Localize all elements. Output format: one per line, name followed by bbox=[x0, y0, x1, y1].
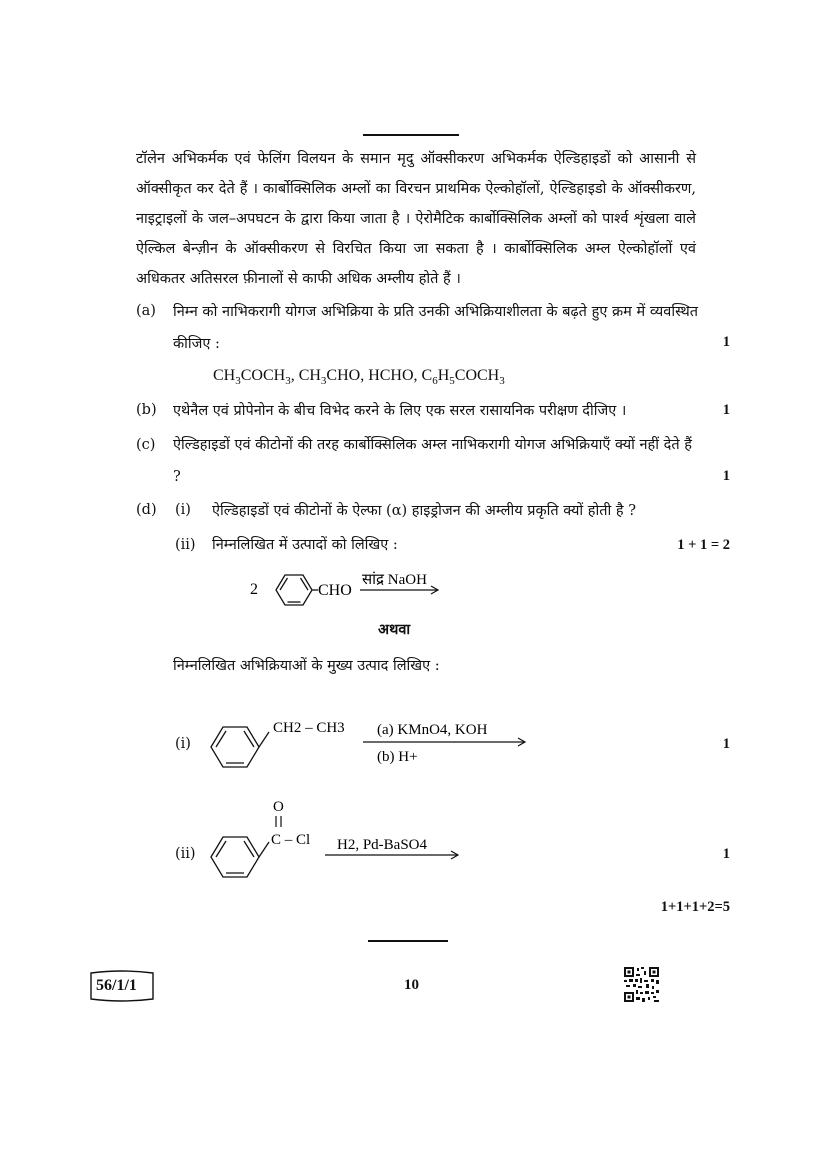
page-number: 10 bbox=[404, 977, 419, 993]
alt-intro: निम्नलिखित अभिक्रियाओं के मुख्य उत्पाद लिखिए : bbox=[173, 658, 440, 674]
compound-1: $CH_3COCH_3$ bbox=[213, 367, 291, 388]
alt-i-label: (i) bbox=[175, 736, 191, 752]
benzene-ring bbox=[276, 575, 312, 605]
cannizzaro-reaction-diagram bbox=[240, 562, 470, 612]
alt-reaction-i-diagram bbox=[205, 710, 535, 782]
reagent-top: (a) KMnO4, KOH bbox=[377, 722, 488, 738]
reagent-top: H2, Pd-BaSO4 bbox=[337, 837, 428, 853]
question-d-i-text: ऐल्डिहाइडों एवं कीटोनों के ऐल्फा (α) हाइड्रोजन की अम्लीय प्रकृति क्यों होती है ? bbox=[212, 503, 636, 519]
passage: टॉलेन अभिकर्मक एवं फेलिंग विलयन के समान मृदु ऑक्सीकरण अभिकर्मक ऐल्डिहाइडों को आसानी से ऑक्सीकृत कर देते हैं । कार्बोक्सिलिक अम्लों का विरचन प्राथमिक ऐल्कोहॉलों, ऐल्डिहाइडो के ऑक्सीकरण, नाइट्राइलों के जल–अपघटन के द्वारा किया जाता है । ऐरोमैटिक कार्बोक्सिलिक अम्लों को पार्श्व शृंखला वाले ऐल्किल बेन्ज़ीन के ऑक्सीकरण से विरचित किया जा सकता है । कार्बोक्सिलिक अम्ल ऐल्कोहॉलों एवं अधिकतर अतिसरल फ़ीनालों से काफी अधिक अम्लीय होते हैं । bbox=[136, 151, 696, 287]
question-b-label: (b) bbox=[136, 402, 157, 418]
reagent-bottom: (b) H+ bbox=[377, 749, 418, 765]
alt-ii-label: (ii) bbox=[175, 846, 196, 862]
top-rule bbox=[363, 134, 459, 136]
paper-code-badge bbox=[89, 970, 155, 1002]
alt-i-marks: 1 bbox=[722, 736, 730, 752]
acyl-group: C – Cl bbox=[271, 832, 311, 848]
question-d-marks: 1 + 1 = 2 bbox=[677, 537, 730, 553]
question-c-text: ऐल्डिहाइडों एवं कीटोनों की तरह कार्बोक्सिलिक अम्ल नाभिकरागी योगज अभिक्रियाएँ क्यों नहीं देते हैं ? bbox=[173, 437, 692, 485]
question-b-text: एथेनैल एवं प्रोपेनोन के बीच विभेद करने के लिए एक सरल रासायनिक परीक्षण दीजिए । bbox=[173, 403, 627, 419]
qr-code-icon bbox=[624, 967, 659, 1002]
question-c-label: (c) bbox=[136, 437, 156, 453]
total-marks: 1+1+1+2=5 bbox=[660, 899, 730, 915]
alt-ii-marks: 1 bbox=[722, 846, 730, 862]
aldehyde-group: CHO bbox=[318, 582, 352, 599]
question-d-label: (d) bbox=[136, 502, 157, 518]
question-d-ii-label: (ii) bbox=[175, 537, 196, 553]
question-a-marks: 1 bbox=[722, 334, 730, 350]
compound-4: $C_6H_5COCH_3$ bbox=[421, 367, 505, 388]
benzene-ring bbox=[211, 837, 269, 877]
reaction-coefficient: 2 bbox=[250, 581, 258, 598]
question-d-i-label: (i) bbox=[175, 502, 191, 518]
carbonyl-oxygen: O bbox=[273, 799, 284, 815]
question-b-marks: 1 bbox=[722, 402, 730, 418]
question-d-ii-text: निम्नलिखित में उत्पादों को लिखिए : bbox=[212, 537, 398, 553]
paper-code: 56/1/1 bbox=[96, 977, 137, 994]
bottom-rule bbox=[368, 940, 448, 942]
question-c-marks: 1 bbox=[722, 468, 730, 484]
question-a-text: निम्न को नाभिकरागी योगज अभिक्रिया के प्रति उनकी अभिक्रियाशीलता के बढ़ते हुए क्रम में व्यवस्थित कीजिए : bbox=[173, 304, 698, 352]
benzene-ring bbox=[211, 727, 269, 767]
or-label: अथवा bbox=[378, 621, 411, 638]
reagent-label: सांद्र NaOH bbox=[362, 572, 427, 588]
ethyl-group: CH2 – CH3 bbox=[273, 720, 345, 736]
question-a-label: (a) bbox=[136, 303, 156, 319]
question-a-compounds: $CH_3COCH_3$, $CH_3CHO$, HCHO, $C_6H_5COCH_3$ bbox=[213, 367, 505, 388]
compound-3: HCHO bbox=[368, 367, 414, 384]
alt-reaction-ii-diagram bbox=[205, 795, 465, 887]
compound-2: $CH_3CHO$ bbox=[298, 367, 361, 388]
